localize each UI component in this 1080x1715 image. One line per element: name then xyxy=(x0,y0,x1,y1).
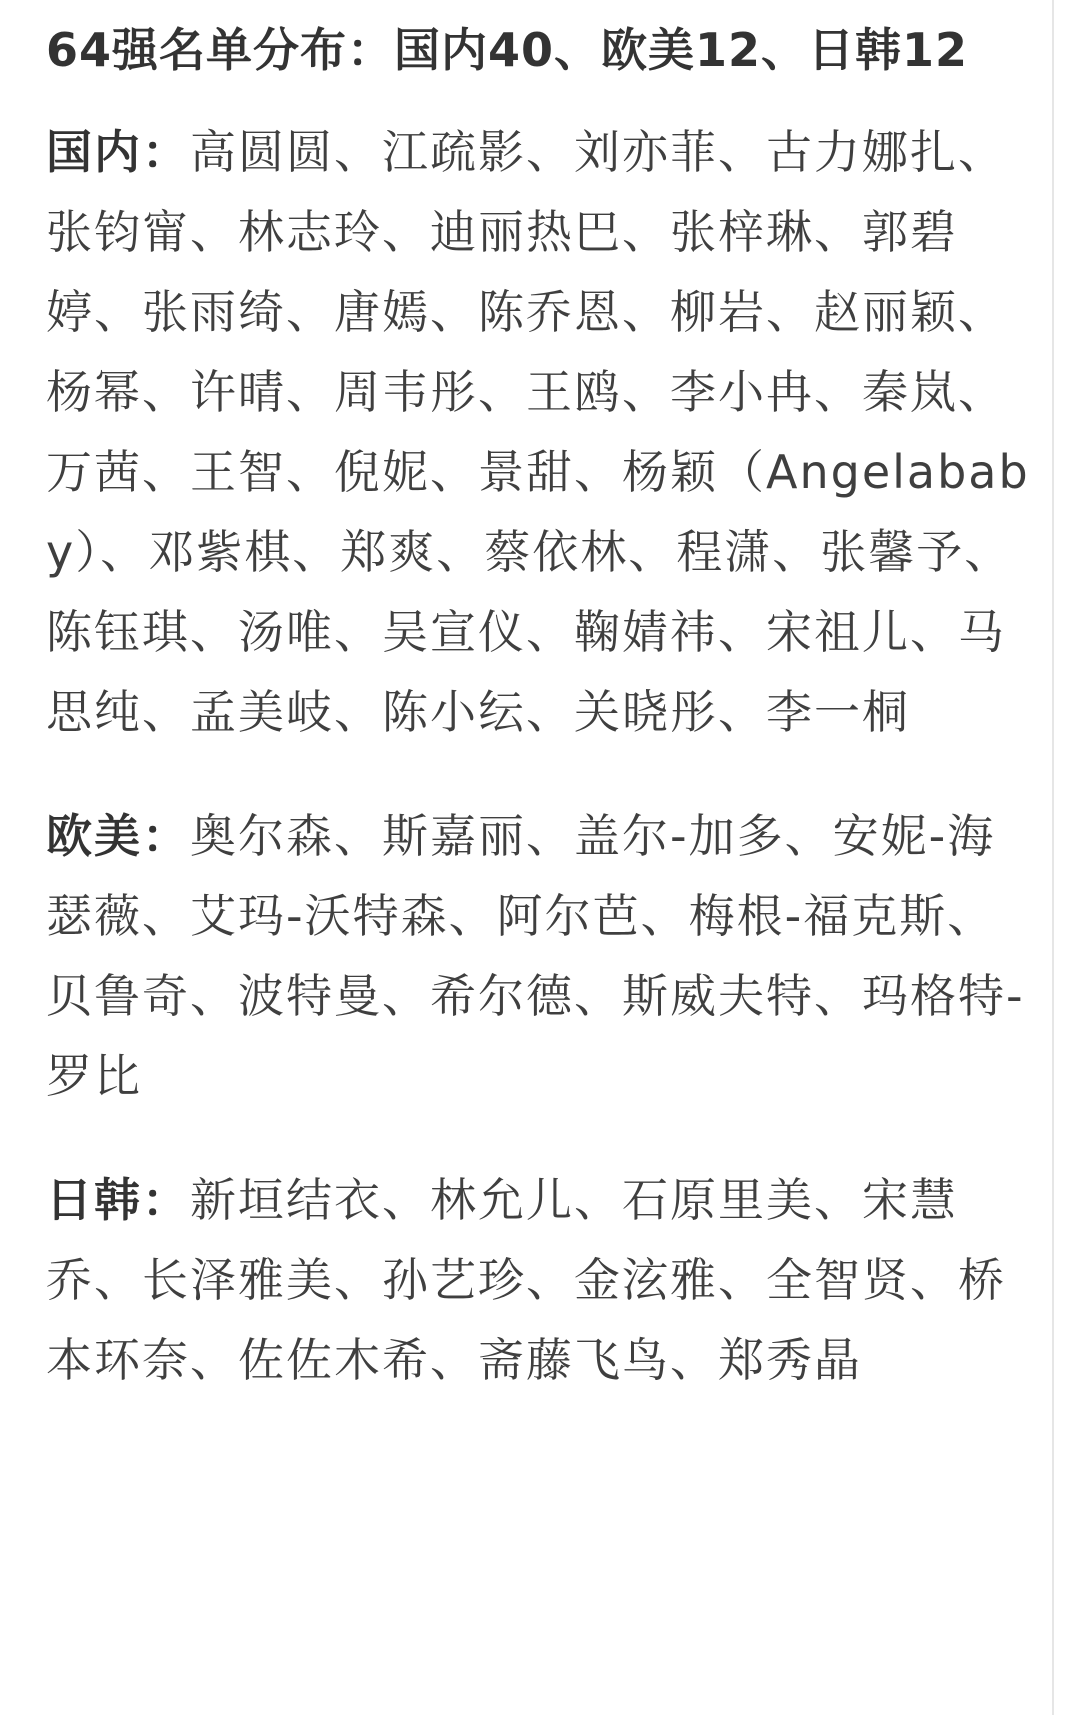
section-japan-korea xyxy=(46,1160,1036,1400)
section-text-japan-korea: 新垣结衣、林允儿、石原里美、宋慧乔、长泽雅美、孙艺珍、金泫雅、全智贤、桥本环奈、佐佐木希、斋藤飞鸟、郑秀晶 xyxy=(46,1173,1006,1387)
page-right-border xyxy=(1052,0,1054,1715)
article-content xyxy=(46,10,1036,1444)
section-western xyxy=(46,796,1036,1116)
section-text-domestic: 高圆圆、江疏影、刘亦菲、古力娜扎、张钧甯、林志玲、迪丽热巴、张梓琳、郭碧婷、张雨绮、唐嫣、陈乔恩、柳岩、赵丽颖、杨幂、许晴、周韦彤、王鸥、李小冉、秦岚、万茜、王智、倪妮、景甜、杨颖（Angelababy）、邓紫棋、郑爽、蔡依林、程潇、张馨予、陈钰琪、汤唯、吴宣仪、鞠婧祎、宋祖儿、马思纯、孟美岐、陈小纭、关晓彤、李一桐 xyxy=(46,125,1030,739)
section-label-japan-korea: 日韩： xyxy=(46,1173,190,1227)
section-domestic xyxy=(46,112,1036,752)
section-label-domestic: 国内： xyxy=(46,125,190,179)
section-text-western: 奥尔森、斯嘉丽、盖尔-加多、安妮-海瑟薇、艾玛-沃特森、阿尔芭、梅根-福克斯、贝鲁奇、波特曼、希尔德、斯威夫特、玛格特-罗比 xyxy=(46,809,1025,1103)
section-label-western: 欧美： xyxy=(46,809,190,863)
headline: 64强名单分布：国内40、欧美12、日韩12 xyxy=(46,23,969,77)
